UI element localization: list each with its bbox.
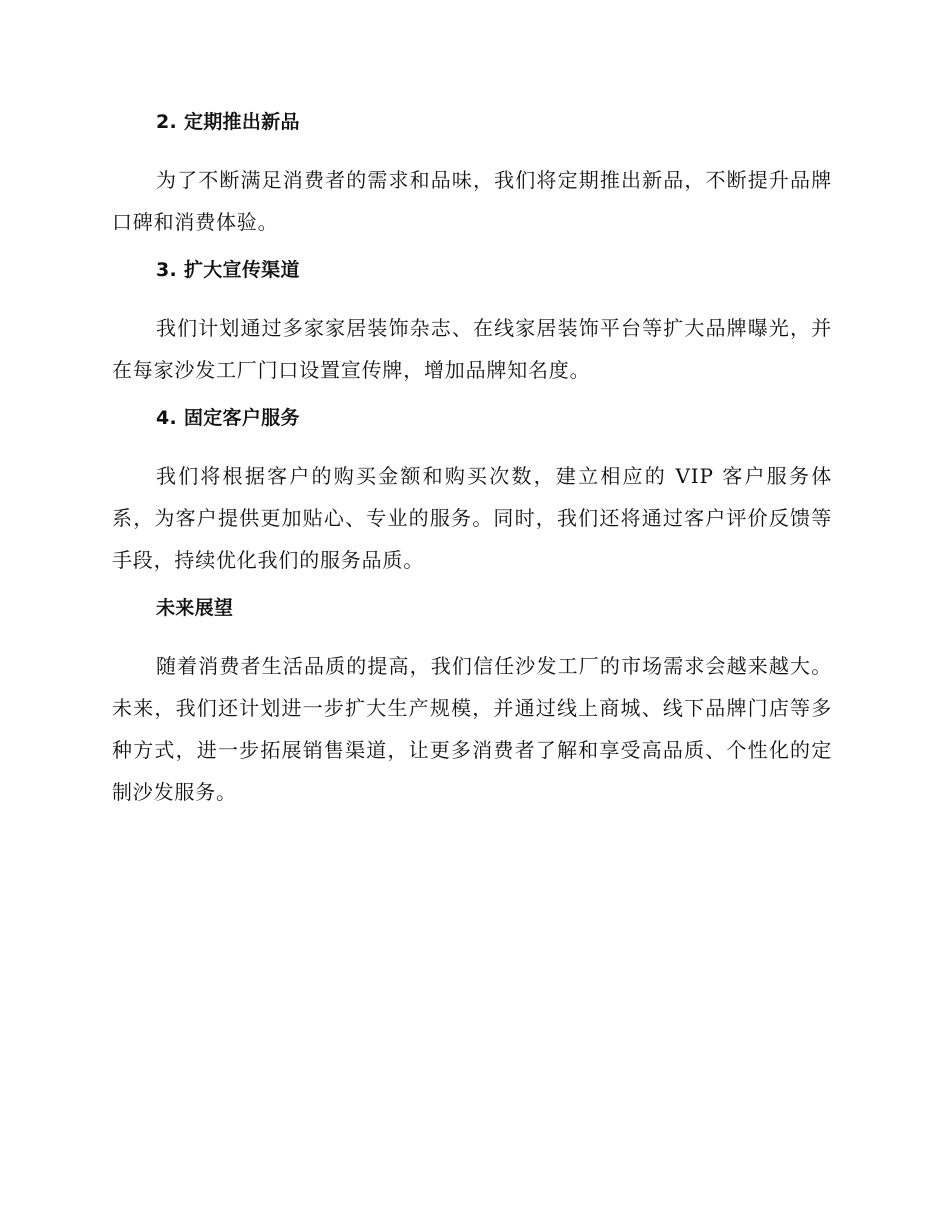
section-customer-service: [112, 403, 832, 581]
section-heading: 4. 固定客户服务: [156, 407, 300, 429]
section-heading: 3. 扩大宣传渠道: [156, 259, 300, 281]
section-new-products: [112, 107, 832, 243]
section-paragraph: 我们计划通过多家家居装饰杂志、在线家居装饰平台等扩大品牌曝光，并在每家沙发工厂门口设置宣传牌，增加品牌知名度。: [112, 316, 832, 382]
section-heading: 未来展望: [156, 597, 234, 619]
section-paragraph: 随着消费者生活品质的提高，我们信任沙发工厂的市场需求会越来越大。未来，我们还计划进一步扩大生产规模，并通过线上商城、线下品牌门店等多种方式，进一步拓展销售渠道，让更多消费者了解和享受高品质、个性化的定制沙发服务。: [112, 654, 832, 804]
section-paragraph: 我们将根据客户的购买金额和购买次数，建立相应的 VIP 客户服务体系，为客户提供更加贴心、专业的服务。同时，我们还将通过客户评价反馈等手段，持续优化我们的服务品质。: [112, 464, 832, 572]
section-heading: 2. 定期推出新品: [156, 111, 300, 133]
section-promotion-channels: [112, 255, 832, 391]
section-future-outlook: [112, 593, 832, 813]
section-paragraph: 为了不断满足消费者的需求和品味，我们将定期推出新品，不断提升品牌口碑和消费体验。: [112, 168, 832, 234]
document-body: [112, 107, 832, 825]
